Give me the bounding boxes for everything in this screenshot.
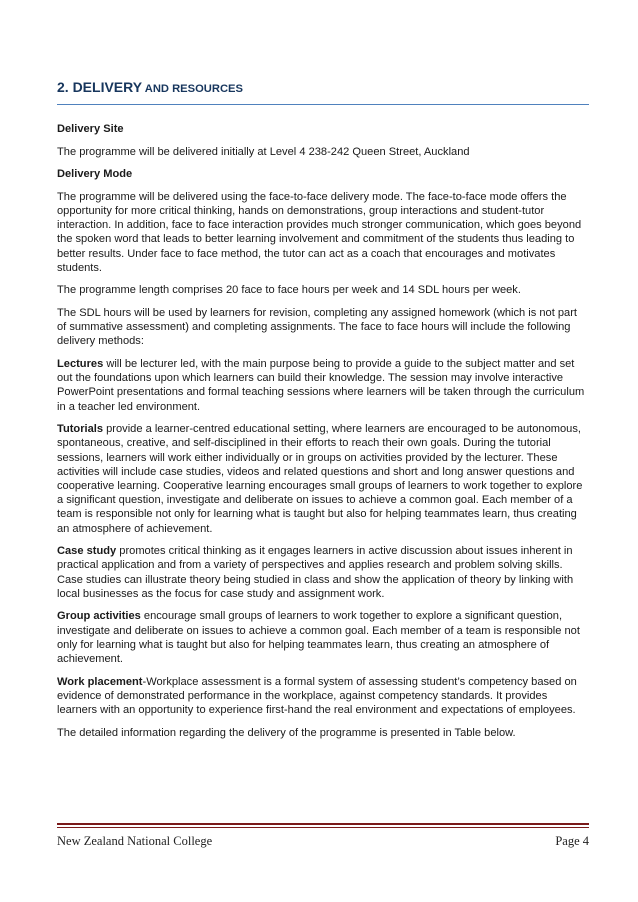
- case-study-label: Case study: [57, 545, 117, 558]
- footer-organization: New Zealand National College: [57, 834, 213, 848]
- tutorials-text: provide a learner-centred educational setting, where learners are encouraged to be autonomous, spontaneous, creative, and self-disciplined in their efforts to reach their own goals. During the tutorial sessions, learners will work either individually or in groups on activities provided by the lecturer. These activities will include case studies, videos and related questions and short and long answer questions and cooperative learning. Cooperative learning encourages small groups of learners to work together to explore a significant question, investigate and deliberate on issues to achieve a common goal. Each member of a team is responsible not only for learning what is taught but also for helping teammates learn, thus creating an atmosphere of achievement.: [57, 423, 583, 535]
- tutorials-label: Tutorials: [57, 423, 104, 436]
- lectures-label: Lectures: [57, 357, 104, 370]
- programme-length-paragraph: The programme length comprises 20 face to face hours per week and 14 SDL hours per week.: [57, 284, 521, 297]
- footer-rule-thick: [57, 823, 589, 825]
- case-study-paragraph: [57, 544, 589, 601]
- footer-rule-thin: [57, 827, 589, 828]
- section-heading: [57, 79, 243, 97]
- footer-page-number: Page 4: [555, 834, 589, 848]
- body-text: [57, 122, 589, 748]
- heading-underline: [57, 104, 589, 105]
- group-activities-text: encourage small groups of learners to work together to explore a significant question, investigate and deliberate on issues to achieve a common goal. Each member of a team is responsible not only for learning what is taught but also for helping teammates learn, thus creating an atmosphere of achievement.: [57, 610, 580, 666]
- delivery-site-heading: Delivery Site: [57, 123, 124, 135]
- work-placement-text: -Workplace assessment is a formal system of assessing student’s competency based on evidence of demonstrated performance in the workplace, against competency standards. It provides learners with an opportunity to experience first-hand the real environment and expectations of employees.: [57, 675, 577, 717]
- closing-paragraph: The detailed information regarding the delivery of the programme is presented in Table below.: [57, 726, 516, 739]
- work-placement-paragraph: [57, 675, 589, 718]
- lectures-paragraph: [57, 357, 589, 414]
- work-placement-label: Work placement: [57, 675, 143, 688]
- case-study-text: promotes critical thinking as it engages learners in active discussion about issues inherent in practical application and from a variety of perspectives and applies research and problem solving skills. Case studies can illustrate theory being studied in class and show the application of theory by linking with local businesses as the focus for case study and assignment work.: [57, 545, 574, 600]
- sdl-paragraph: The SDL hours will be used by learners for revision, completing any assigned homework (which is not part of summative assessment) and completing assignments. The face to face hours will include the following delivery methods:: [57, 306, 578, 348]
- lectures-text: will be lecturer led, with the main purpose being to provide a guide to the subject matter and set out the foundations upon which learners can build their knowledge. The session may involve interactive PowerPoint presentations and formal teaching sessions where learners will be taken through the curriculum in a teacher led environment.: [57, 357, 585, 413]
- group-activities-label: Group activities: [57, 610, 141, 623]
- section-heading-subtitle: AND RESOURCES: [142, 83, 243, 95]
- delivery-mode-heading: Delivery Mode: [57, 168, 133, 181]
- section-heading-title: 2. DELIVERY: [57, 79, 143, 95]
- delivery-site-text: The programme will be delivered initially at Level 4 238-242 Queen Street, Auckland: [57, 145, 470, 158]
- delivery-mode-text: The programme will be delivered using the face-to-face delivery mode. The face-to-face mode offers the opportunity for more critical thinking, hands on demonstrations, group interactions and student-tutor interaction. In addition, face to face interaction provides much stronger communication, which goes beyond the spoken word that leads to better learning involvement and commitment of the students thus leading to better results. Under face to face method, the tutor can act as a coach that encourages and motivates students.: [57, 190, 582, 274]
- group-activities-paragraph: [57, 609, 589, 666]
- tutorials-paragraph: [57, 422, 589, 536]
